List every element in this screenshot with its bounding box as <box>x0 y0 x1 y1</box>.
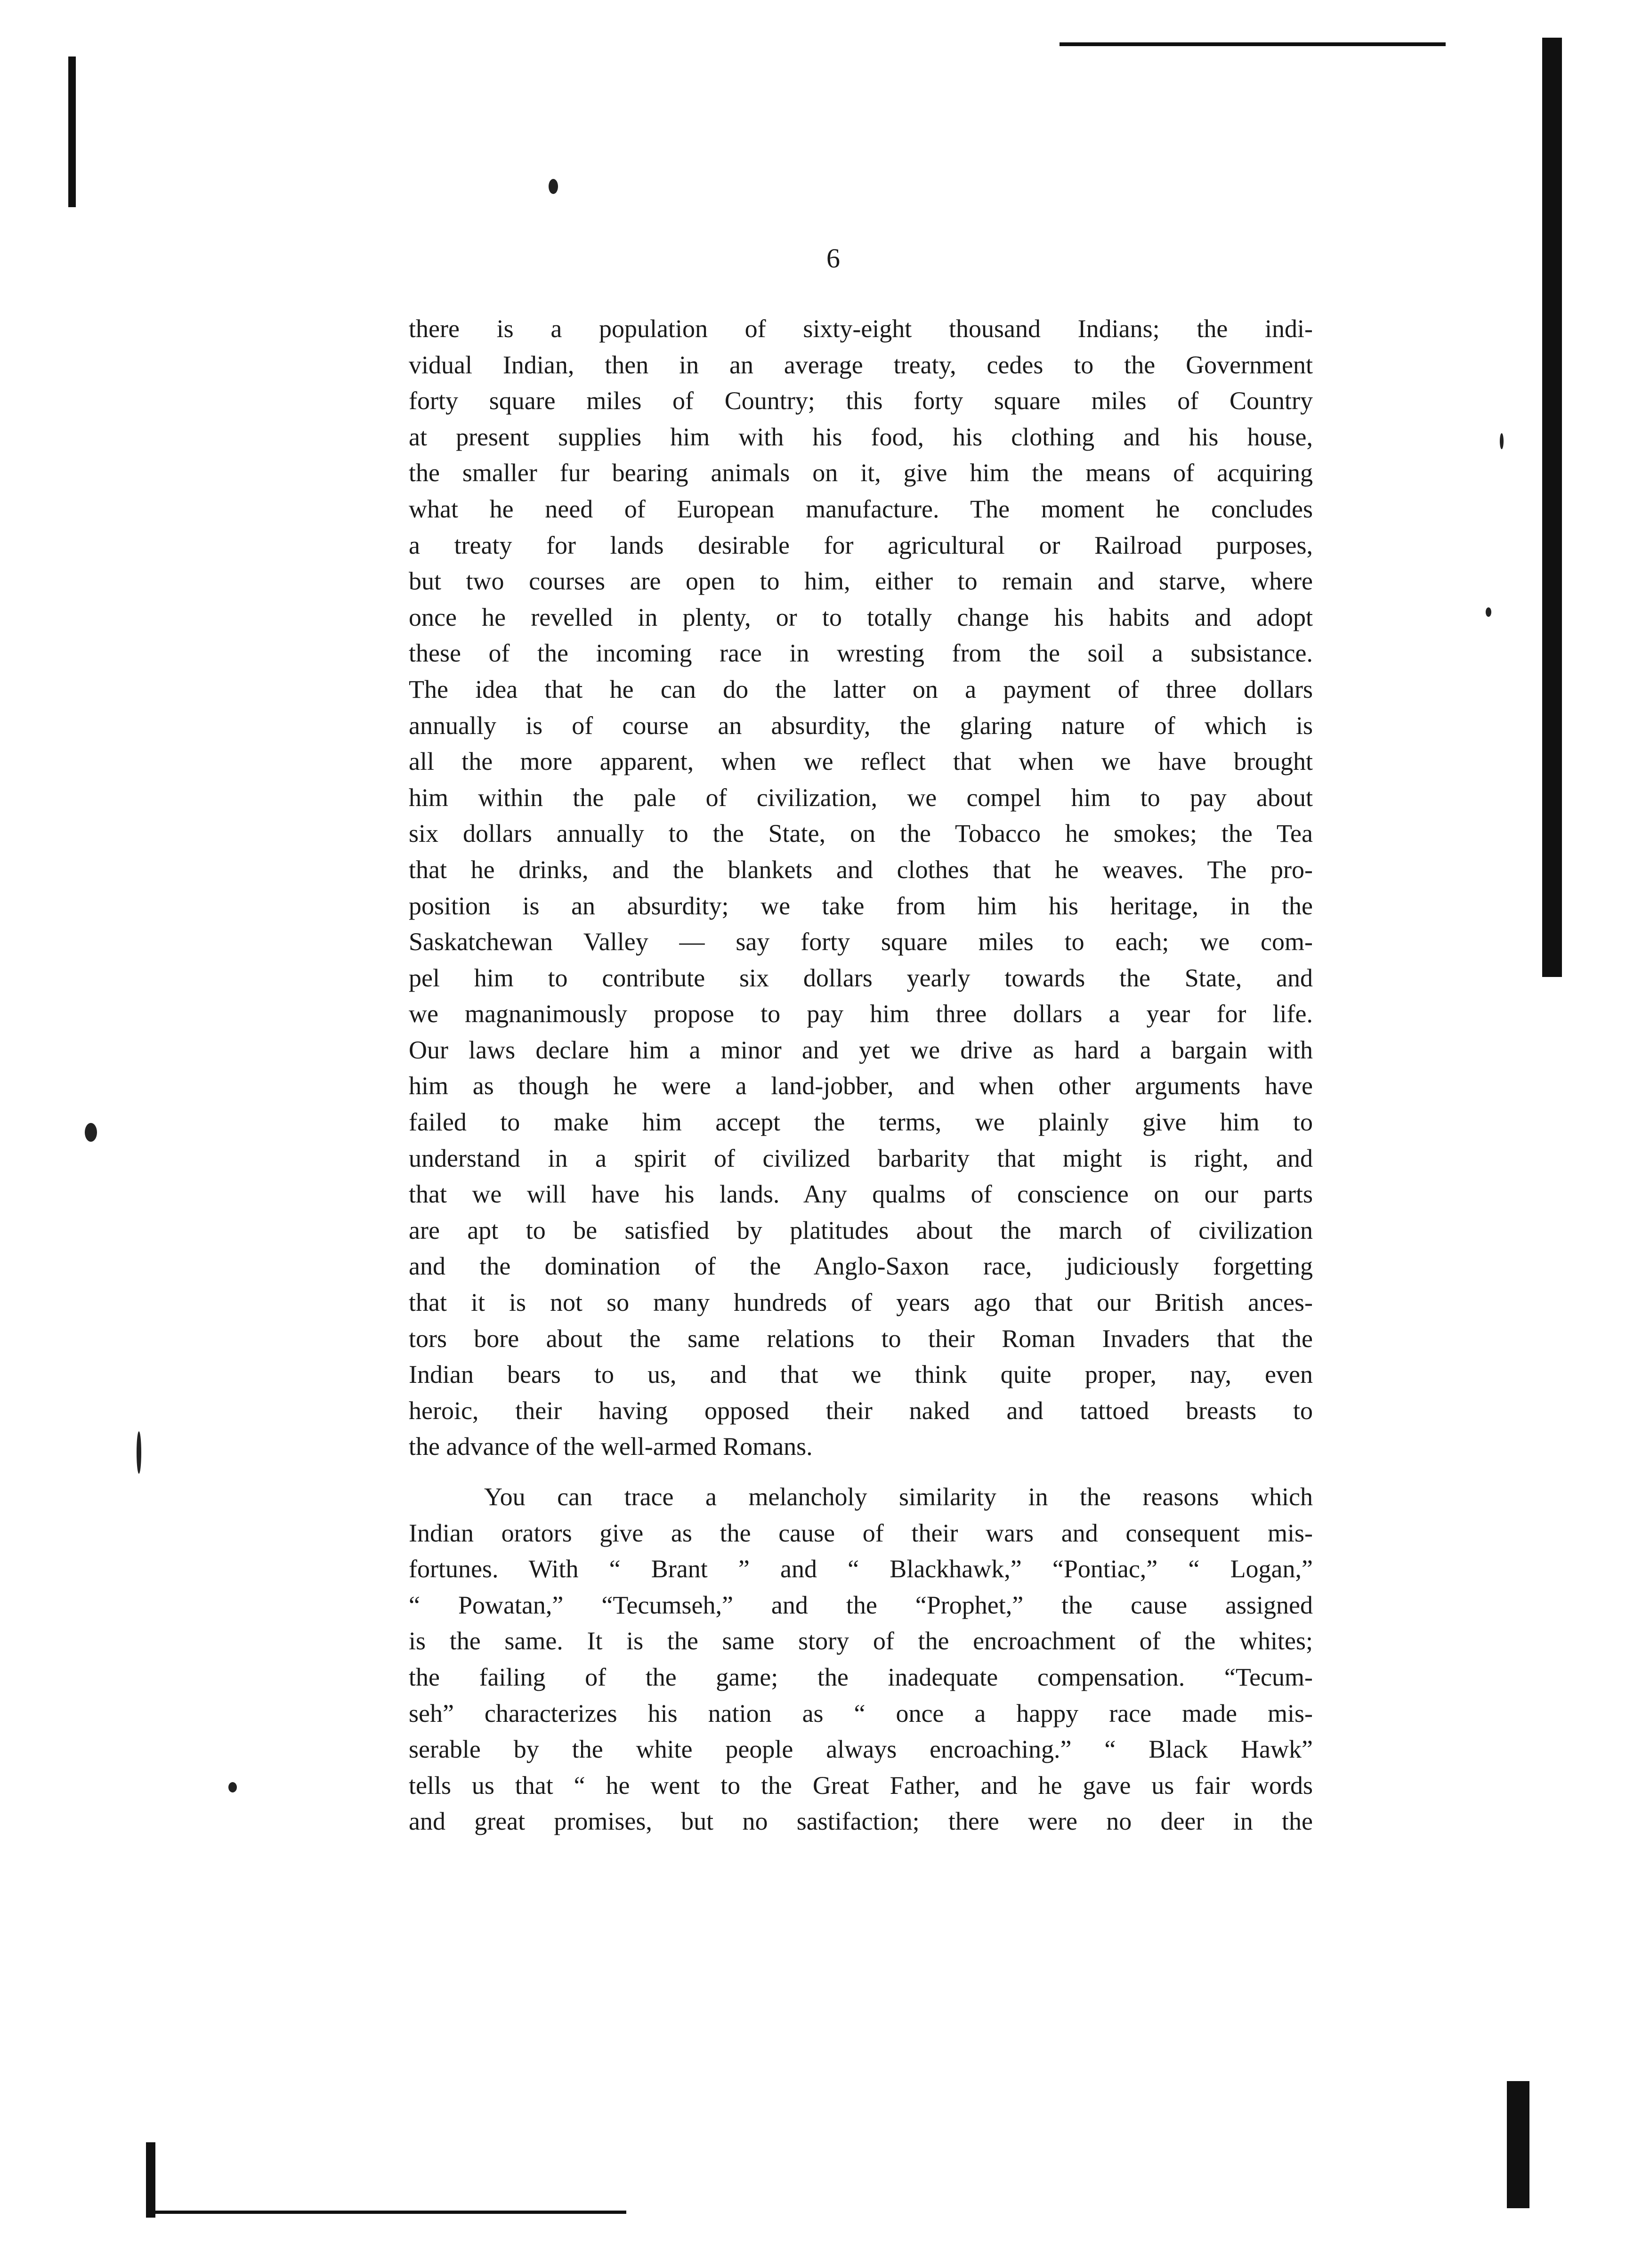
scan-speck <box>85 1123 97 1142</box>
scan-bar-top <box>1060 42 1446 46</box>
text-line: and the domination of the Anglo-Saxon race, judiciously forgetting <box>409 1252 1313 1281</box>
text-line: him within the pale of civilization, we compel him to pay about <box>409 783 1313 812</box>
paragraph <box>409 311 1313 1465</box>
text-line: is the same. It is the same story of the encroachment of the whites; <box>409 1627 1313 1655</box>
text-line: “ Powatan,” “Tecumseh,” and the “Prophet,” the cause assigned <box>409 1590 1313 1619</box>
text-line: seh” characterizes his nation as “ once a happy race made mis- <box>409 1699 1313 1727</box>
text-line: him as though he were a land-jobber, and when other arguments have <box>409 1072 1313 1100</box>
paragraph-gap <box>409 1465 1313 1479</box>
text-line: but two courses are open to him, either to remain and starve, where <box>409 567 1313 596</box>
text-line: that we will have his lands. Any qualms of conscience on our parts <box>409 1180 1313 1209</box>
text-line: Saskatchewan Valley — say forty square miles to each; we com- <box>409 928 1313 956</box>
text-line: the smaller fur bearing animals on it, give him the means of acquiring <box>409 459 1313 487</box>
scan-speck <box>549 179 558 194</box>
text-line: a treaty for lands desirable for agricultural or Railroad purposes, <box>409 531 1313 559</box>
text-line: the failing of the game; the inadequate compensation. “Tecum- <box>409 1663 1313 1691</box>
text-line: we magnanimously propose to pay him three dollars a year for life. <box>409 1000 1313 1028</box>
text-line: Our laws declare him a minor and yet we drive as hard a bargain with <box>409 1035 1313 1064</box>
text-line: are apt to be satisfied by platitudes about the march of civilization <box>409 1216 1313 1244</box>
body-text <box>409 311 1313 1840</box>
text-line: You can trace a melancholy similarity in the reasons which <box>484 1483 1313 1511</box>
text-line: annually is of course an absurdity, the glaring nature of which is <box>409 711 1313 740</box>
scan-bar-bottom <box>155 2211 626 2214</box>
text-line: all the more apparent, when we reflect that when we have brought <box>409 747 1313 776</box>
text-line: what he need of European manufacture. The moment he concludes <box>409 494 1313 523</box>
text-line: Indian orators give as the cause of their wars and consequent mis- <box>409 1518 1313 1547</box>
text-line: that he drinks, and the blankets and clothes that he weaves. The pro- <box>409 855 1313 884</box>
text-line: there is a population of sixty-eight thousand Indians; the indi- <box>409 315 1313 343</box>
text-line: tells us that “ he went to the Great Father, and he gave us fair words <box>409 1771 1313 1800</box>
scan-bar-right <box>1542 38 1562 977</box>
text-line: forty square miles of Country; this forty square miles of Country <box>409 387 1313 415</box>
scan-bar-left <box>68 56 76 207</box>
text-line: vidual Indian, then in an average treaty, cedes to the Government <box>409 350 1313 379</box>
text-line: pel him to contribute six dollars yearly towards the State, and <box>409 963 1313 992</box>
text-line: these of the incoming race in wresting from the soil a subsistance. <box>409 639 1313 668</box>
paragraph <box>409 1479 1313 1840</box>
text-line: position is an absurdity; we take from him his heritage, in the <box>409 891 1313 920</box>
page-number: 6 <box>826 243 840 274</box>
text-line: that it is not so many hundreds of years ago that our British ances- <box>409 1288 1313 1317</box>
scan-speck <box>228 1782 237 1792</box>
scan-speck <box>1486 607 1491 617</box>
text-line: the advance of the well-armed Romans. <box>409 1432 813 1461</box>
text-line: six dollars annually to the State, on the Tobacco he smokes; the Tea <box>409 819 1313 848</box>
text-line: heroic, their having opposed their naked and tattoed breasts to <box>409 1396 1313 1425</box>
text-line: at present supplies him with his food, his clothing and his house, <box>409 422 1313 451</box>
scan-speck <box>1500 433 1504 449</box>
text-line: Indian bears to us, and that we think quite proper, nay, even <box>409 1360 1313 1389</box>
scan-corner-bottom-left <box>146 2142 155 2218</box>
text-line: failed to make him accept the terms, we plainly give him to <box>409 1108 1313 1137</box>
scan-blot-bottom-right <box>1507 2081 1529 2208</box>
text-line: tors bore about the same relations to their Roman Invaders that the <box>409 1324 1313 1353</box>
text-line: serable by the white people always encroaching.” “ Black Hawk” <box>409 1735 1313 1764</box>
text-line: understand in a spirit of civilized barbarity that might is right, and <box>409 1144 1313 1172</box>
scan-speck <box>137 1431 141 1474</box>
text-line: once he revelled in plenty, or to totally change his habits and adopt <box>409 603 1313 631</box>
text-line: The idea that he can do the latter on a payment of three dollars <box>409 675 1313 703</box>
text-line: and great promises, but no sastifaction; there were no deer in the <box>409 1807 1313 1836</box>
text-line: fortunes. With “ Brant ” and “ Blackhawk,” “Pontiac,” “ Logan,” <box>409 1555 1313 1583</box>
